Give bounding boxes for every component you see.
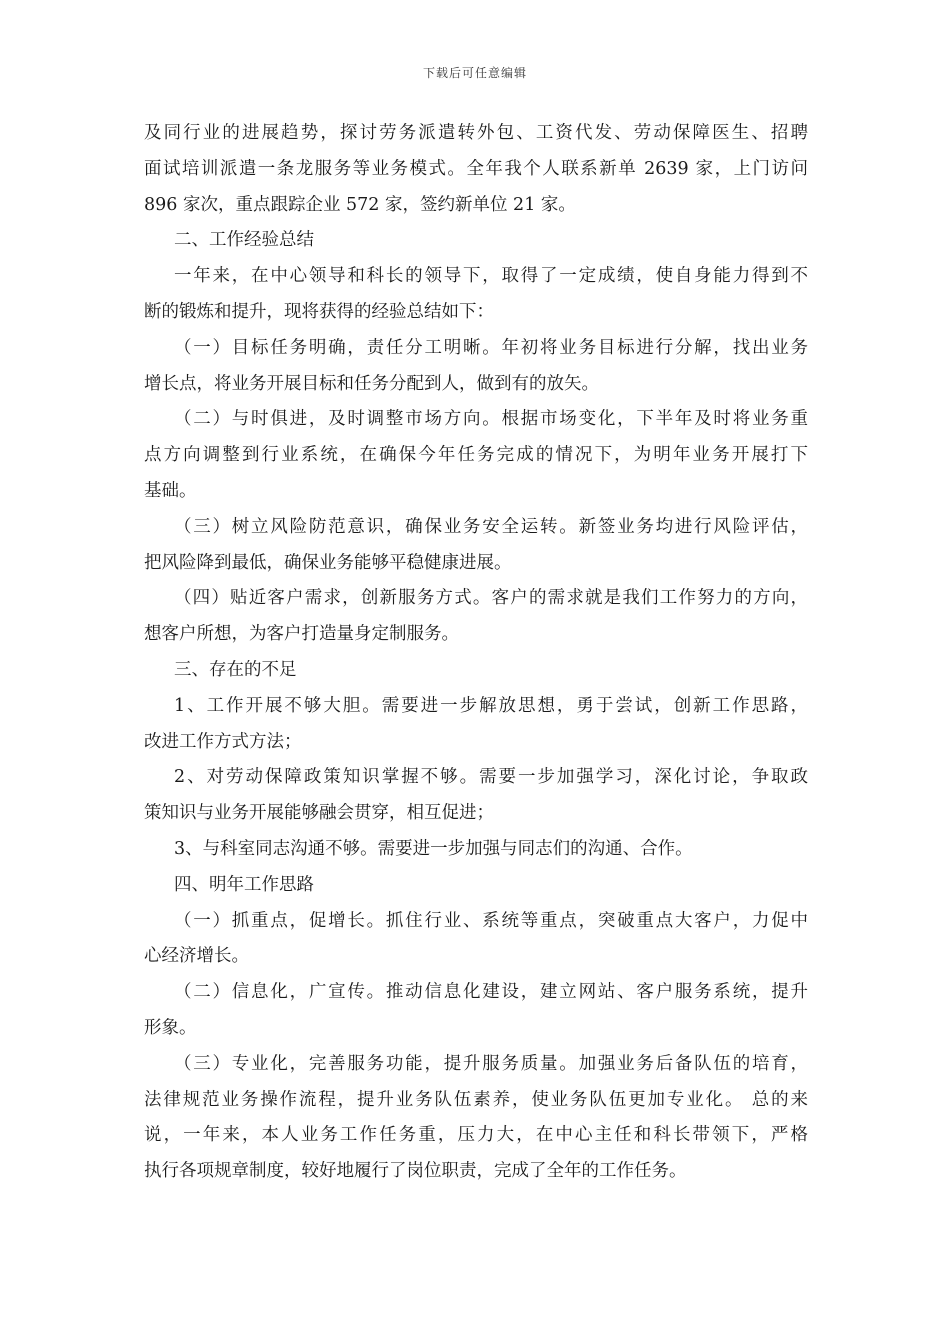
text-line: （三）专业化，完善服务功能，提升服务质量。加强业务后备队伍的培育，	[174, 1053, 808, 1074]
text-line: 3、与科室同志沟通不够。需要进一步加强与同志们的沟通、合作。	[174, 838, 693, 859]
text-line: 面试培训派遣一条龙服务等业务模式。全年我个人联系新单 2639 家，上门访问	[144, 158, 808, 179]
text-line: 一年来，在中心领导和科长的领导下，取得了一定成绩，使自身能力得到不	[174, 266, 808, 287]
text-line: （二）信息化，广宣传。推动信息化建设，建立网站、客户服务系统，提升	[174, 982, 808, 1003]
text-line: 点方向调整到行业系统，在确保今年任务完成的情况下，为明年业务开展打下	[144, 445, 808, 466]
text-line: （一）抓重点，促增长。抓住行业、系统等重点，突破重点大客户，力促中	[174, 910, 808, 931]
text-line: 把风险降到最低，确保业务能够平稳健康进展。	[144, 552, 512, 573]
text-line: 二、工作经验总结	[174, 230, 314, 251]
text-line: 896 家次，重点跟踪企业 572 家，签约新单位 21 家。	[144, 194, 576, 215]
text-line: （四）贴近客户需求，创新服务方式。客户的需求就是我们工作努力的方向，	[174, 588, 808, 609]
text-line: 说，一年来，本人业务工作任务重，压力大，在中心主任和科长带领下，严格	[144, 1125, 808, 1146]
text-line: 形象。	[144, 1017, 197, 1038]
text-line: 四、明年工作思路	[174, 874, 314, 895]
text-line: 执行各项规章制度，较好地履行了岗位职责，完成了全年的工作任务。	[144, 1161, 687, 1182]
text-line: 断的锻炼和提升，现将获得的经验总结如下：	[144, 301, 494, 322]
document-body	[144, 116, 808, 1190]
text-line: 想客户所想，为客户打造量身定制服务。	[144, 624, 459, 645]
text-line: 策知识与业务开展能够融会贯穿，相互促进；	[144, 803, 494, 824]
text-line: （二）与时俱进，及时调整市场方向。根据市场变化，下半年及时将业务重	[174, 409, 808, 430]
text-line: 心经济增长。	[144, 946, 249, 967]
text-line: 增长点，将业务开展目标和任务分配到人，做到有的放矢。	[144, 373, 599, 394]
text-line: 及同行业的进展趋势，探讨劳务派遣转外包、工资代发、劳动保障医生、招聘	[144, 123, 808, 143]
text-line: 改进工作方式方法；	[144, 731, 302, 752]
page-header: 下载后可任意编辑	[422, 66, 527, 80]
text-line: （一）目标任务明确，责任分工明晰。年初将业务目标进行分解，找出业务	[174, 337, 808, 358]
text-line: 三、存在的不足	[174, 659, 297, 680]
text-line: （三）树立风险防范意识，确保业务安全运转。新签业务均进行风险评估，	[174, 516, 808, 537]
text-line: 1、工作开展不够大胆。需要进一步解放思想，勇于尝试，创新工作思路，	[174, 695, 808, 716]
text-line: 法律规范业务操作流程，提升业务队伍素养，使业务队伍更加专业化。 总的来	[144, 1089, 808, 1110]
text-line: 2、对劳动保障政策知识掌握不够。需要一步加强学习，深化讨论，争取政	[174, 767, 808, 788]
text-line: 基础。	[144, 480, 197, 501]
